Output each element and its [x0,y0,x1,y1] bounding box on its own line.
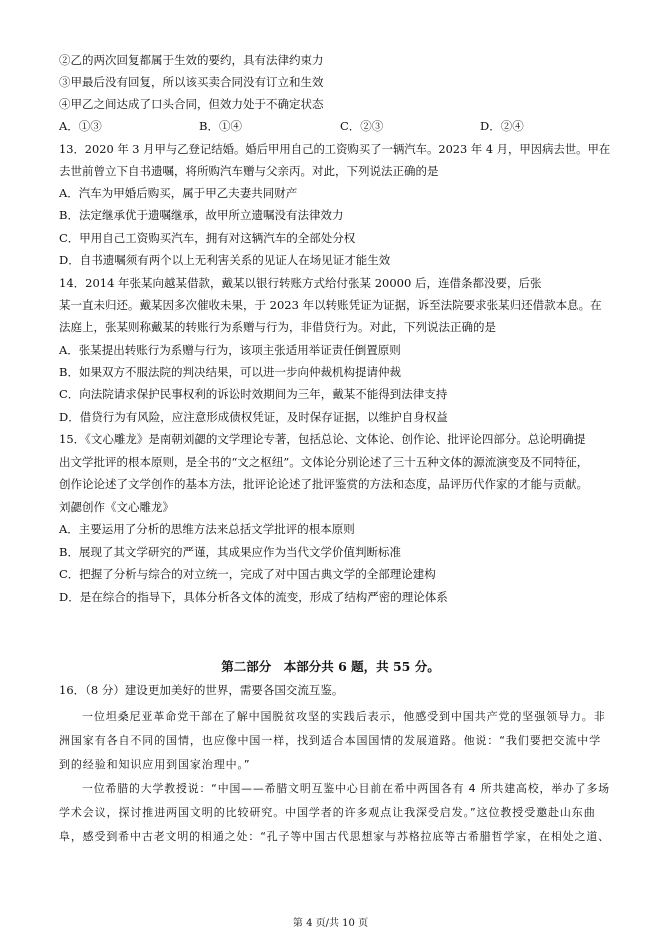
choice-b: B．①④ [199,119,242,133]
q15-stem-3: 创作论论述了文学创作的基本方法，批评论论述了批评鉴赏的方法和态度，品评历代作家的才能与贡献。 [59,477,588,491]
q14-stem-3: 法庭上，张某则称戴某的转账行为系赠与行为，非借贷行为。对此，下列说法正确的是 [59,320,496,334]
q14-choice-d: D．借贷行为有风险，应注意形成债权凭证，及时保存证据，以维护自身权益 [59,410,448,424]
option-2: ②乙的两次回复都属于生效的要约，具有法律约束力 [59,53,324,67]
q16-passage-6: 阜，感受到希中古老文明的相通之处：“孔子等中国古代思想家与苏格拉底等古希腊哲学家，在相处之道、 [59,830,610,843]
q16-passage-3: 到的经验和知识应用到国家治理中。” [59,758,251,771]
q15-choice-d: D．是在综合的指导下，具体分析各文体的流变，形成了结构严密的理论体系 [59,590,448,604]
q15-stem-4: 刘勰创作《文心雕龙》 [59,500,174,514]
option-3: ③甲最后没有回复，所以该买卖合同没有订立和生效 [59,75,324,89]
q16-passage-2: 洲国家有各自不同的国情，也应像中国一样，找到适合本国国情的发展道路。他说：“我们要把交流中学 [59,734,602,747]
q15-stem-2: 出文学批评的根本原则，是全书的“文之枢纽”。文体论分别论述了三十五种文体的源流演变及不同特征， [59,455,589,469]
q13-choice-d: D．自书遗嘱须有两个以上无利害关系的见证人在场见证才能生效 [59,253,391,267]
q13-choice-a: A．汽车为甲婚后购买，属于甲乙夫妻共同财产 [59,186,298,200]
choice-c: C．②③ [340,119,384,133]
q13-stem-1: 13．2020 年 3 月甲与乙登记结婚。婚后甲用自己的工资购买了一辆汽车。2023 年 4 月，甲因病去世。甲在 [59,142,611,156]
q15-choice-c: C．把握了分析与综合的对立统一，完成了对中国古典文学的全部理论建构 [59,567,436,581]
q16-passage-1: 一位坦桑尼亚革命党干部在了解中国脱贫攻坚的实践后表示，他感受到中国共产党的坚强领导力。非 [82,710,606,723]
choice-d: D．②④ [480,119,524,133]
q15-stem-1: 15．《文心雕龙》是南朝刘勰的文学理论专著，包括总论、文体论、创作论、批评论四部分。总论明确提 [59,432,586,446]
q14-stem-2: 某一直未归还。戴某因多次催收未果，于 2023 年以转账凭证为证据，诉至法院要求张某归还借款本息。在 [59,298,602,312]
option-4: ④甲乙之间达成了口头合同，但效力处于不确定状态 [59,97,324,111]
q15-choice-b: B．展现了其文学研究的严谨，其成果应作为当代文学价值判断标准 [59,545,401,559]
q14-choice-c: C．向法院请求保护民事权利的诉讼时效期间为三年，戴某不能得到法律支持 [59,387,448,401]
q16-stem: 16．（8 分）建设更加美好的世界，需要各国交流互鉴。 [59,683,344,697]
q13-choice-c: C．甲用自己工资购买汽车，拥有对这辆汽车的全部处分权 [59,231,356,245]
q16-passage-5: 学术会议，探讨推进两国文明的比较研究。中国学者的许多观点让我深受启发。”这位教授受邀赴山东曲 [59,806,596,819]
q15-choice-a: A．主要运用了分析的思维方法来总括文学批评的根本原则 [59,522,355,536]
q14-choice-b: B．如果双方不服法院的判决结果，可以进一步向仲裁机构提请仲裁 [59,365,401,379]
q14-choice-a: A．张某提出转账行为系赠与行为，该项主张适用举证责任倒置原则 [59,343,401,357]
choice-a: A．①③ [59,119,102,133]
section-title: 第二部分 本部分共 6 题，共 55 分。 [221,659,440,674]
q13-stem-2: 去世前曾立下自书遗嘱，将所购汽车赠与父亲丙。对此，下列说法正确的是 [59,164,439,178]
q14-stem-1: 14．2014 年张某向越某借款，戴某以银行转账方式给付张某 20000 后，连借条都没要，后张 [59,276,542,290]
q13-choice-b: B．法定继承优于遗嘱继承，故甲所立遗嘱没有法律效力 [59,208,344,222]
q16-passage-4: 一位希腊的大学教授说：“中国——希腊文明互鉴中心目前在希中两国各有 4 所共建高校，举办了多场 [82,782,610,795]
page-number: 第 4 页/共 10 页 [292,918,369,929]
